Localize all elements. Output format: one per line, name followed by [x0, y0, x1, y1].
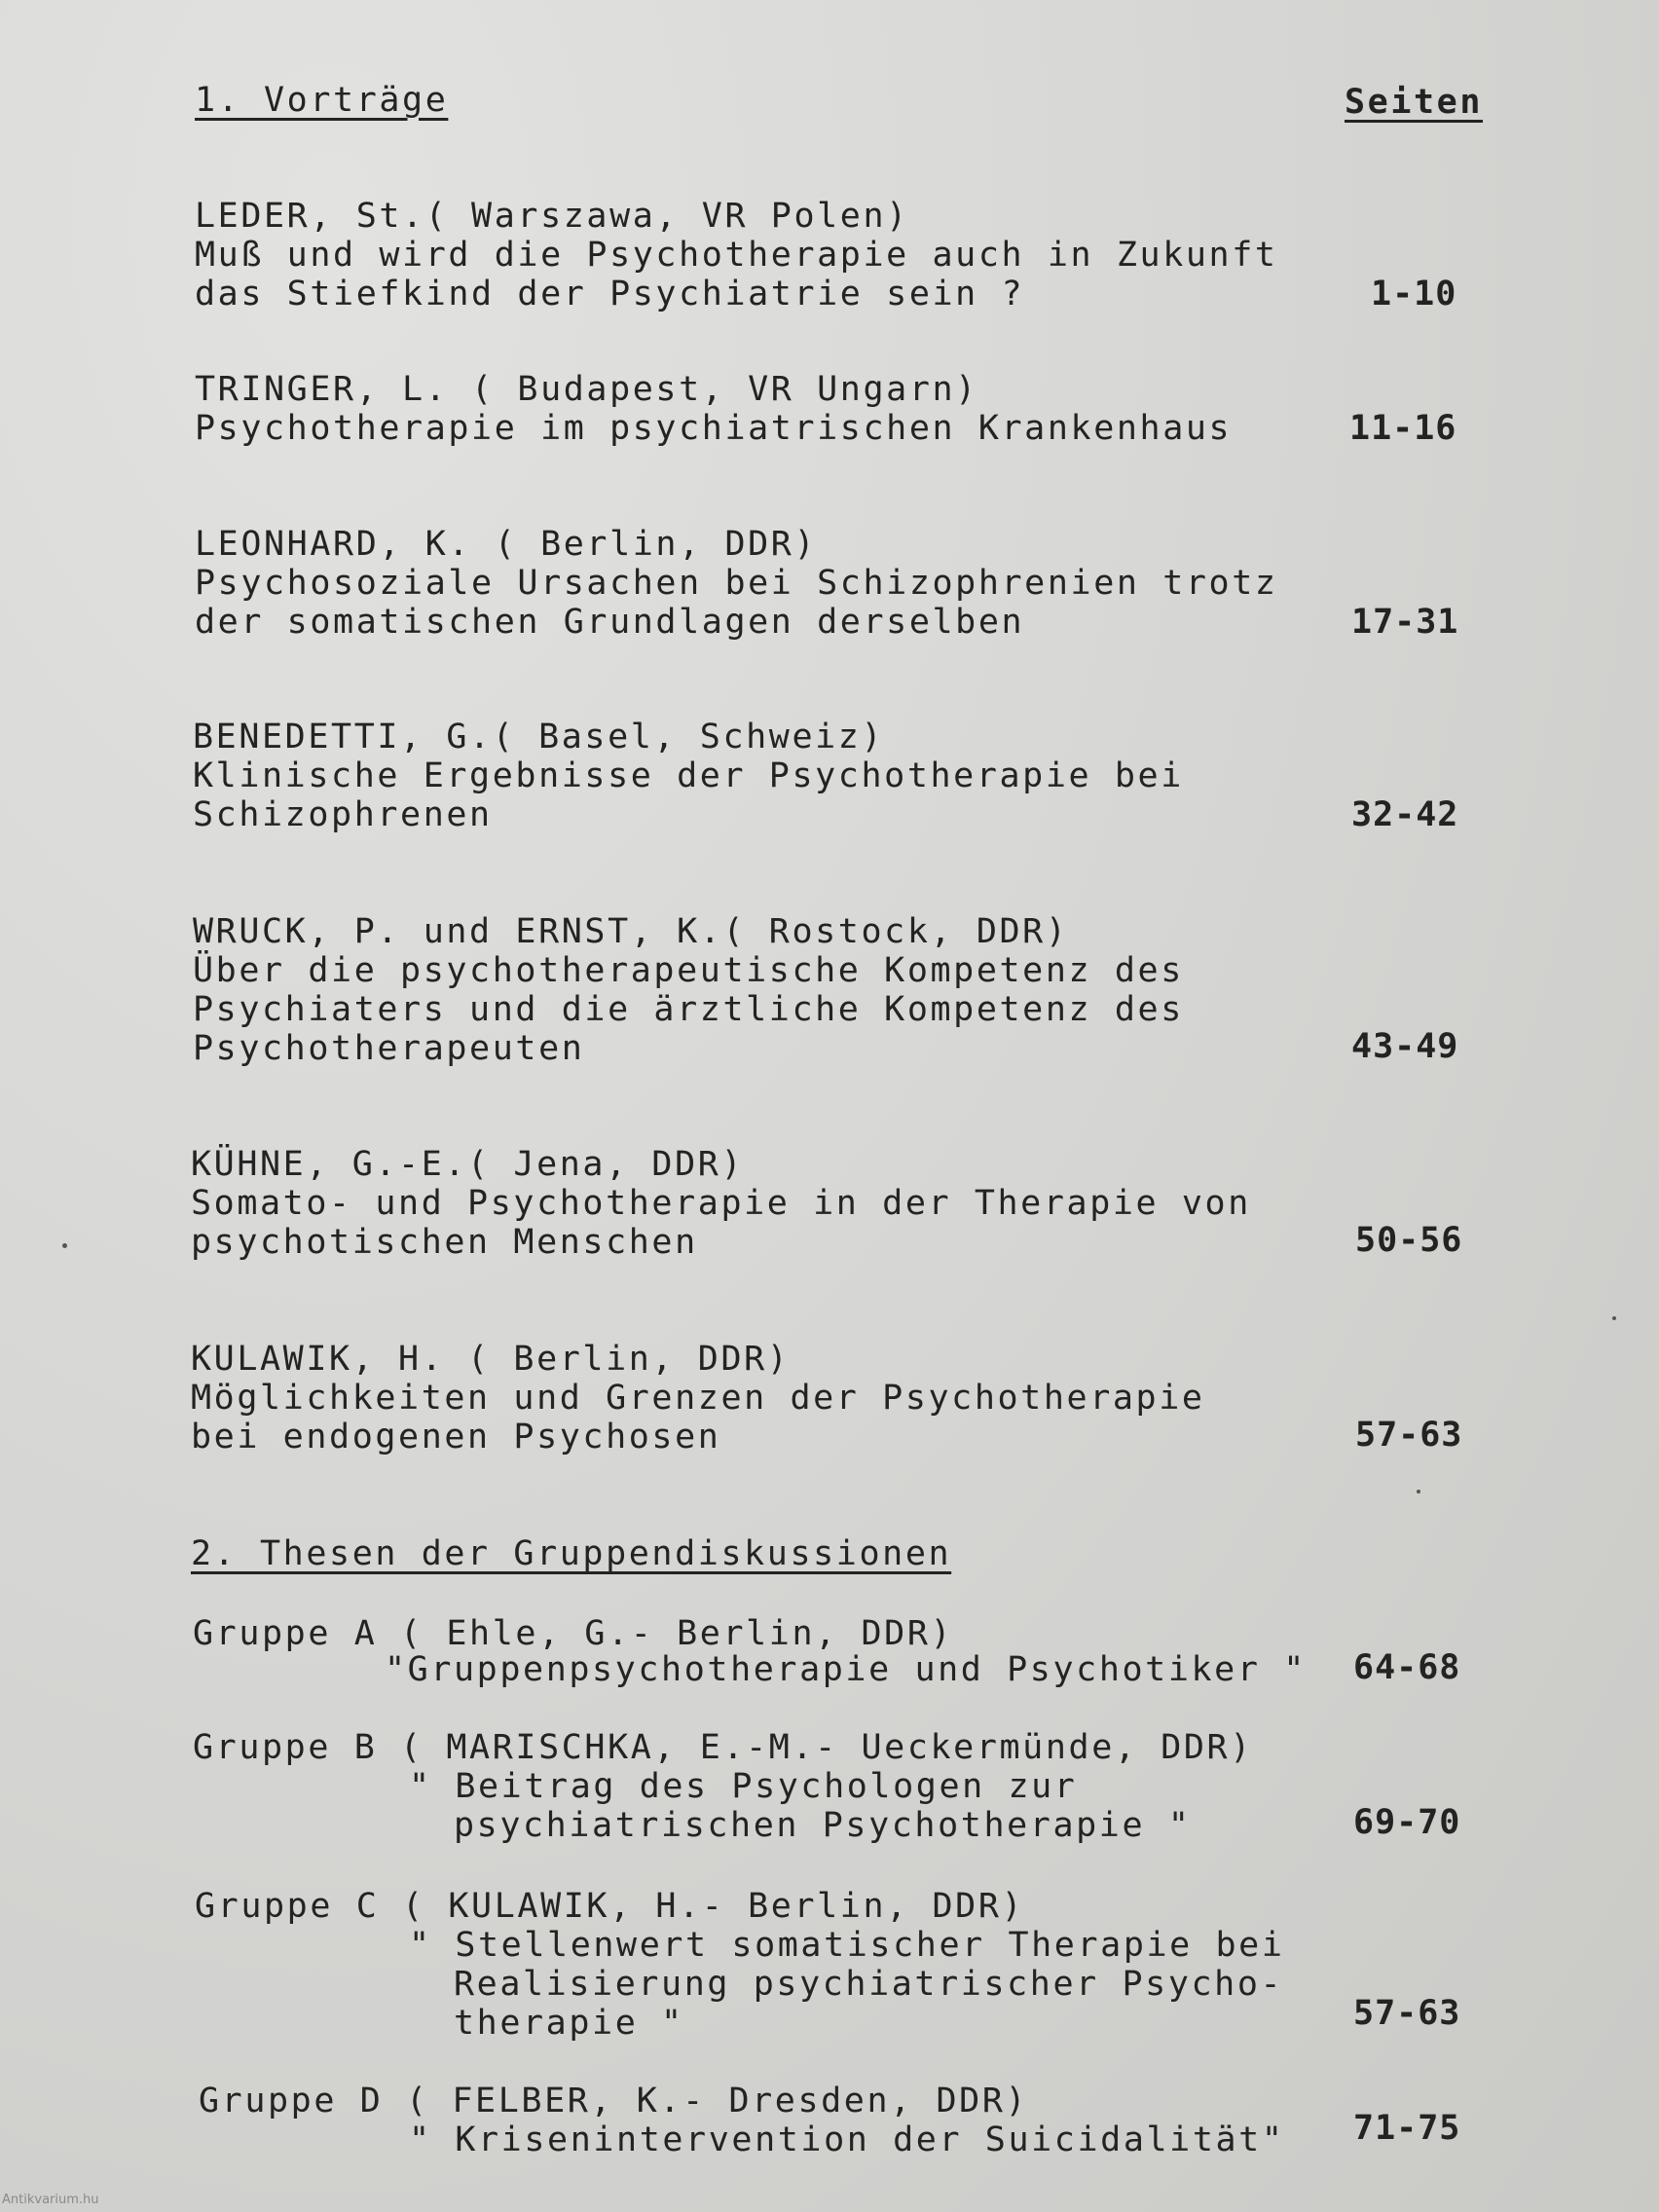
lecture-title-line: Psychosoziale Ursachen bei Schizophrenien trotz: [195, 564, 1278, 603]
lecture-pages: 43-49: [1351, 1027, 1459, 1066]
group-pages: 57-63: [1353, 1994, 1461, 2033]
lecture-title-line: Somato- und Psychotherapie in der Therapie von: [191, 1184, 1251, 1223]
lecture-author: KULAWIK, H. ( Berlin, DDR): [191, 1340, 791, 1379]
lecture-title-line: Über die psychotherapeutische Kompetenz des: [193, 951, 1184, 990]
scan-speck: [1417, 1490, 1420, 1493]
scan-speck: [62, 1243, 67, 1248]
lecture-author: LEDER, St.( Warszawa, VR Polen): [195, 197, 909, 236]
group-title-line: " Beitrag des Psychologen zur: [409, 1767, 1078, 1806]
group-lead: Gruppe B ( MARISCHKA, E.-M.- Ueckermünde, DDR): [193, 1728, 1253, 1767]
group-pages: 69-70: [1353, 1803, 1461, 1842]
lecture-author: KÜHNE, G.-E.( Jena, DDR): [191, 1145, 745, 1184]
lecture-title-line: Schizophrenen: [193, 795, 493, 834]
scan-speck: [1612, 1316, 1616, 1320]
lecture-author: TRINGER, L. ( Budapest, VR Ungarn): [195, 370, 978, 409]
group-lead: Gruppe C ( KULAWIK, H.- Berlin, DDR): [195, 1887, 1025, 1926]
group-title-line: Realisierung psychiatrischer Psycho-: [454, 1965, 1284, 2004]
lecture-title-line: Klinische Ergebnisse der Psychotherapie bei: [193, 756, 1184, 795]
group-title-line: "Gruppenpsychotherapie und Psychotiker ": [385, 1650, 1307, 1689]
lecture-author: LEONHARD, K. ( Berlin, DDR): [195, 525, 818, 564]
lecture-pages: 1-10: [1371, 275, 1457, 313]
group-lead: Gruppe A ( Ehle, G.- Berlin, DDR): [193, 1614, 954, 1653]
lecture-pages: 57-63: [1355, 1416, 1463, 1455]
lecture-pages: 17-31: [1351, 603, 1459, 642]
lecture-title-line: das Stiefkind der Psychiatrie sein ?: [195, 275, 1025, 313]
group-pages: 64-68: [1353, 1648, 1461, 1687]
section1-heading: 1. Vorträge: [195, 81, 449, 120]
lecture-title-line: der somatischen Grundlagen derselben: [195, 603, 1025, 642]
lecture-pages: 50-56: [1355, 1221, 1463, 1260]
lecture-author: BENEDETTI, G.( Basel, Schweiz): [193, 718, 885, 756]
pages-column-heading: Seiten: [1345, 83, 1484, 122]
section2-heading: 2. Thesen der Gruppendiskussionen: [191, 1534, 952, 1573]
group-lead: Gruppe D ( FELBER, K.- Dresden, DDR): [199, 2082, 1029, 2120]
lecture-title-line: psychotischen Menschen: [191, 1223, 698, 1262]
group-pages: 71-75: [1353, 2109, 1461, 2148]
lecture-pages: 32-42: [1351, 795, 1459, 834]
lecture-title-line: Psychotherapeuten: [193, 1029, 585, 1068]
watermark-text: Antikvarium.hu: [2, 2193, 99, 2207]
lecture-pages: 11-16: [1349, 409, 1457, 448]
lecture-title-line: bei endogenen Psychosen: [191, 1418, 721, 1456]
group-title-line: psychiatrischen Psychotherapie ": [454, 1806, 1192, 1845]
group-title-line: " Krisenintervention der Suicidalität": [409, 2120, 1285, 2159]
lecture-author: WRUCK, P. und ERNST, K.( Rostock, DDR): [193, 912, 1069, 951]
group-title-line: " Stellenwert somatischer Therapie bei: [409, 1926, 1285, 1965]
group-title-line: therapie ": [454, 2004, 684, 2043]
lecture-title-line: Möglichkeiten und Grenzen der Psychotherapie: [191, 1379, 1205, 1418]
lecture-title-line: Psychotherapie im psychiatrischen Krankenhaus: [195, 409, 1233, 448]
lecture-title-line: Psychiaters und die ärztliche Kompetenz des: [193, 990, 1184, 1029]
lecture-title-line: Muß und wird die Psychotherapie auch in Zukunft: [195, 236, 1278, 275]
